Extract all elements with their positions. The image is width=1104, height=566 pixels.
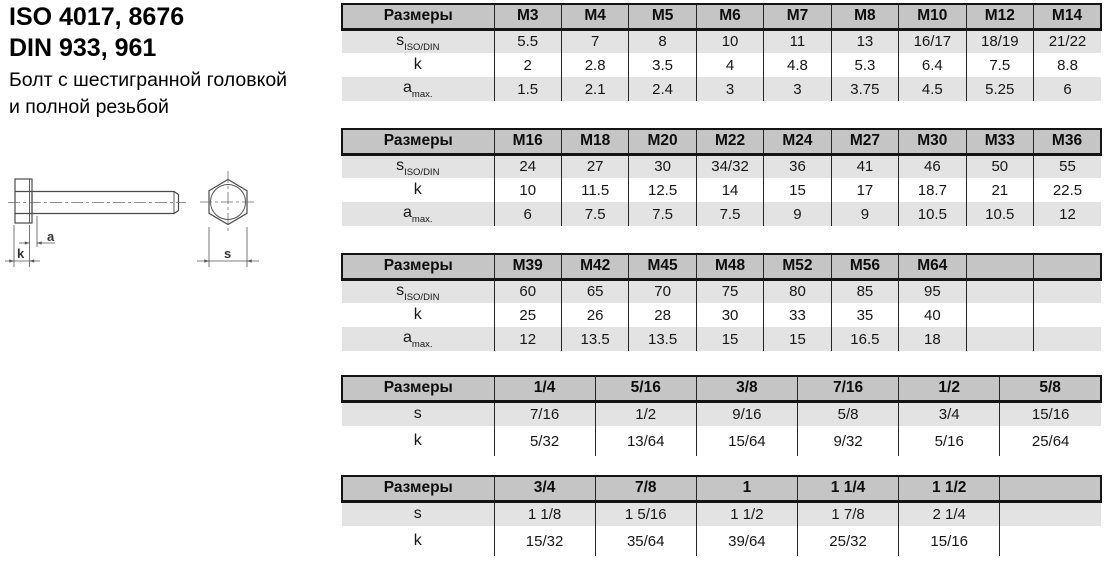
dimension-value: 10.5 [966, 202, 1033, 226]
dimension-value: 9 [831, 202, 898, 226]
column-header-1-1-4: 1 1/4 [797, 476, 898, 501]
dimension-value: 40 [899, 303, 966, 327]
column-header-5-16: 5/16 [595, 376, 696, 401]
title-block [9, 2, 287, 121]
column-header-7-16: 7/16 [797, 376, 898, 401]
column-header-M33: M33 [966, 129, 1033, 154]
dimension-value: 21 [966, 178, 1033, 202]
dimension-value: 35/64 [595, 526, 696, 556]
dimension-value: 25/64 [1000, 426, 1101, 456]
column-header-M48: M48 [696, 254, 763, 279]
dimension-value: 2 [494, 53, 561, 77]
column-header-empty [1000, 476, 1101, 501]
dimension-value: 17 [831, 178, 898, 202]
row-label-k: k [413, 181, 422, 198]
row-label-a: $a_{max.}$ [342, 327, 494, 351]
column-header-3-8: 3/8 [696, 376, 797, 401]
product-description-line2: и полной резьбой [9, 96, 169, 118]
table-row [342, 501, 1101, 526]
dimension-value: 15/16 [899, 526, 1000, 556]
dimension-value: 5/8 [797, 401, 898, 426]
dimension-value: 16/17 [899, 29, 966, 53]
dimension-value: 28 [629, 303, 696, 327]
table-row [342, 526, 1101, 556]
row-label-s: $s_{ISO/DIN}$ [342, 29, 494, 53]
column-header-M7: M7 [764, 4, 831, 29]
dimension-value: 13/64 [595, 426, 696, 456]
dimension-value: 7.5 [966, 53, 1033, 77]
dimension-value: 2.1 [561, 77, 628, 101]
dimension-value [1000, 526, 1101, 556]
row-label-s: s [342, 401, 494, 426]
dimension-value: 5/16 [899, 426, 1000, 456]
dimension-value: 7 [561, 29, 628, 53]
column-header-M64: M64 [899, 254, 966, 279]
dimension-value: 22.5 [1034, 178, 1102, 202]
dimension-value: 3 [696, 77, 763, 101]
dimension-value: 1.5 [494, 77, 561, 101]
column-header-M3: M3 [494, 4, 561, 29]
dimension-value: 6.4 [899, 53, 966, 77]
column-header-M30: M30 [899, 129, 966, 154]
column-header-M52: M52 [764, 254, 831, 279]
dimension-value: 13.5 [629, 327, 696, 351]
column-header-M5: M5 [629, 4, 696, 29]
column-header-7-8: 7/8 [595, 476, 696, 501]
table-row [342, 279, 1101, 303]
dimension-value: 36 [764, 154, 831, 178]
column-header-1-1-2: 1 1/2 [899, 476, 1000, 501]
dimension-value: 3/4 [899, 401, 1000, 426]
column-header-M20: M20 [629, 129, 696, 154]
row-label-k: k [413, 532, 422, 549]
table-row [342, 29, 1101, 53]
column-header-1-4: 1/4 [494, 376, 595, 401]
table-header-row [342, 4, 1101, 29]
metric-table-m3-m14 [341, 3, 1102, 101]
product-description-line1: Болт с шестигранной головкой [9, 69, 288, 91]
dimension-value: 11.5 [561, 178, 628, 202]
dimension-value: 7/16 [494, 401, 595, 426]
column-header-M8: M8 [831, 4, 898, 29]
dimension-value: 4 [696, 53, 763, 77]
column-header-5-8: 5/8 [1000, 376, 1101, 401]
dimension-value: 41 [831, 154, 898, 178]
table-header-row [342, 129, 1101, 154]
dimension-value: 9/32 [797, 426, 898, 456]
dimension-value: 1 7/8 [797, 501, 898, 526]
dimension-value: 33 [764, 303, 831, 327]
dimension-value: 24 [494, 154, 561, 178]
standard-iso-title: ISO 4017, 8676 [9, 3, 185, 31]
column-header-empty [1034, 254, 1102, 279]
dimension-value: 46 [899, 154, 966, 178]
row-label-s: $s_{ISO/DIN}$ [342, 154, 494, 178]
dimension-value [966, 327, 1033, 351]
dimension-value: 15 [764, 178, 831, 202]
dimension-value: 12 [1034, 202, 1102, 226]
table-header-row [342, 476, 1101, 501]
dimension-value: 2 1/4 [899, 501, 1000, 526]
dimension-value: 85 [831, 279, 898, 303]
dimension-value [1034, 279, 1102, 303]
dimension-value: 9/16 [696, 401, 797, 426]
dimension-value: 15 [764, 327, 831, 351]
dimension-value: 14 [696, 178, 763, 202]
dimension-value: 21/22 [1034, 29, 1102, 53]
table-row [342, 77, 1101, 101]
row-header-sizes: Размеры [342, 129, 494, 154]
dimension-value: 10.5 [899, 202, 966, 226]
column-header-M39: M39 [494, 254, 561, 279]
column-header-1: 1 [696, 476, 797, 501]
row-header-sizes: Размеры [342, 476, 494, 501]
row-label-s: s [342, 501, 494, 526]
dimension-value: 15/64 [696, 426, 797, 456]
column-header-M45: M45 [629, 254, 696, 279]
row-label-k: k [413, 56, 422, 73]
dimension-value: 6 [1034, 77, 1102, 101]
dimension-value: 80 [764, 279, 831, 303]
dimension-value: 16.5 [831, 327, 898, 351]
dimension-value: 8 [629, 29, 696, 53]
row-header-sizes: Размеры [342, 376, 494, 401]
dimension-value: 7.5 [561, 202, 628, 226]
dimension-label-k: k [17, 246, 25, 261]
row-label-a: $a_{max.}$ [342, 202, 494, 226]
dimension-value: 25 [494, 303, 561, 327]
imperial-table-quarter-to-5-8 [341, 375, 1102, 456]
dimension-label-a: a [47, 229, 55, 244]
dimension-value: 10 [494, 178, 561, 202]
standard-din-title: DIN 933, 961 [9, 34, 157, 62]
bolt-technical-drawing [2, 163, 264, 341]
dimension-value: 3.75 [831, 77, 898, 101]
dimension-value: 4.5 [899, 77, 966, 101]
dimension-value: 34/32 [696, 154, 763, 178]
dimension-value [966, 303, 1033, 327]
table-row [342, 327, 1101, 351]
dimension-value: 12.5 [629, 178, 696, 202]
column-header-M56: M56 [831, 254, 898, 279]
dimension-arrow [25, 241, 30, 244]
dimension-value: 50 [966, 154, 1033, 178]
dimension-value: 35 [831, 303, 898, 327]
imperial-table-3-4-to-1-5 [341, 475, 1102, 556]
dimension-value: 26 [561, 303, 628, 327]
column-header-M22: M22 [696, 129, 763, 154]
dimension-label-s: s [224, 246, 232, 261]
column-header-M10: M10 [899, 4, 966, 29]
column-header-M36: M36 [1034, 129, 1102, 154]
dimension-value [1000, 501, 1101, 526]
column-header-M6: M6 [696, 4, 763, 29]
table-header-row [342, 254, 1101, 279]
dimension-value: 11 [764, 29, 831, 53]
table-row [342, 401, 1101, 426]
dimension-value: 5/32 [494, 426, 595, 456]
dimension-value: 9 [764, 202, 831, 226]
dimension-value: 4.8 [764, 53, 831, 77]
dimension-value: 7.5 [696, 202, 763, 226]
table-row [342, 154, 1101, 178]
dimension-value: 12 [494, 327, 561, 351]
dimension-value: 13 [831, 29, 898, 53]
dimension-value: 39/64 [696, 526, 797, 556]
dimension-value: 1 1/2 [696, 501, 797, 526]
dimension-value: 1/2 [595, 401, 696, 426]
dimension-value: 27 [561, 154, 628, 178]
dimension-value: 18/19 [966, 29, 1033, 53]
metric-table-m16-m36 [341, 128, 1102, 226]
table-row [342, 303, 1101, 327]
dimension-value: 2.8 [561, 53, 628, 77]
column-header-M12: M12 [966, 4, 1033, 29]
table-row [342, 202, 1101, 226]
metric-table-m39-m64 [341, 253, 1102, 351]
column-header-M24: M24 [764, 129, 831, 154]
column-header-M42: M42 [561, 254, 628, 279]
dimension-value: 75 [696, 279, 763, 303]
table-row [342, 426, 1101, 456]
row-label-k: k [413, 306, 422, 323]
table-row [342, 178, 1101, 202]
dimension-value [1034, 327, 1102, 351]
column-header-1-2: 1/2 [899, 376, 1000, 401]
dimension-value: 1 5/16 [595, 501, 696, 526]
column-header-M18: M18 [561, 129, 628, 154]
dimension-value: 5.5 [494, 29, 561, 53]
dimension-value: 95 [899, 279, 966, 303]
dimension-value: 30 [696, 303, 763, 327]
dimension-value: 13.5 [561, 327, 628, 351]
row-label-a: $a_{max.}$ [342, 77, 494, 101]
dimension-value: 6 [494, 202, 561, 226]
dimension-value: 15/16 [1000, 401, 1101, 426]
dimension-value: 30 [629, 154, 696, 178]
dimension-value: 5.25 [966, 77, 1033, 101]
dimension-value: 25/32 [797, 526, 898, 556]
dimension-value [966, 279, 1033, 303]
table-row [342, 53, 1101, 77]
dimension-value [1034, 303, 1102, 327]
dimension-value: 70 [629, 279, 696, 303]
dimension-value: 10 [696, 29, 763, 53]
column-header-M16: M16 [494, 129, 561, 154]
column-header-empty [966, 254, 1033, 279]
dimension-value: 15 [696, 327, 763, 351]
dimension-value: 1 1/8 [494, 501, 595, 526]
column-header-M27: M27 [831, 129, 898, 154]
dimension-value: 5.3 [831, 53, 898, 77]
dimension-value: 18.7 [899, 178, 966, 202]
column-header-M14: M14 [1034, 4, 1102, 29]
dimension-value: 60 [494, 279, 561, 303]
dimension-value: 18 [899, 327, 966, 351]
row-header-sizes: Размеры [342, 254, 494, 279]
row-header-sizes: Размеры [342, 4, 494, 29]
dimension-value: 55 [1034, 154, 1102, 178]
dimension-value: 3.5 [629, 53, 696, 77]
column-header-3-4: 3/4 [494, 476, 595, 501]
dimension-value: 7.5 [629, 202, 696, 226]
dimension-value: 2.4 [629, 77, 696, 101]
dimension-value: 65 [561, 279, 628, 303]
row-label-k: k [413, 432, 422, 449]
dimension-value: 3 [764, 77, 831, 101]
table-header-row [342, 376, 1101, 401]
row-label-s: $s_{ISO/DIN}$ [342, 279, 494, 303]
dimension-value: 15/32 [494, 526, 595, 556]
dimension-value: 8.8 [1034, 53, 1102, 77]
column-header-M4: M4 [561, 4, 628, 29]
